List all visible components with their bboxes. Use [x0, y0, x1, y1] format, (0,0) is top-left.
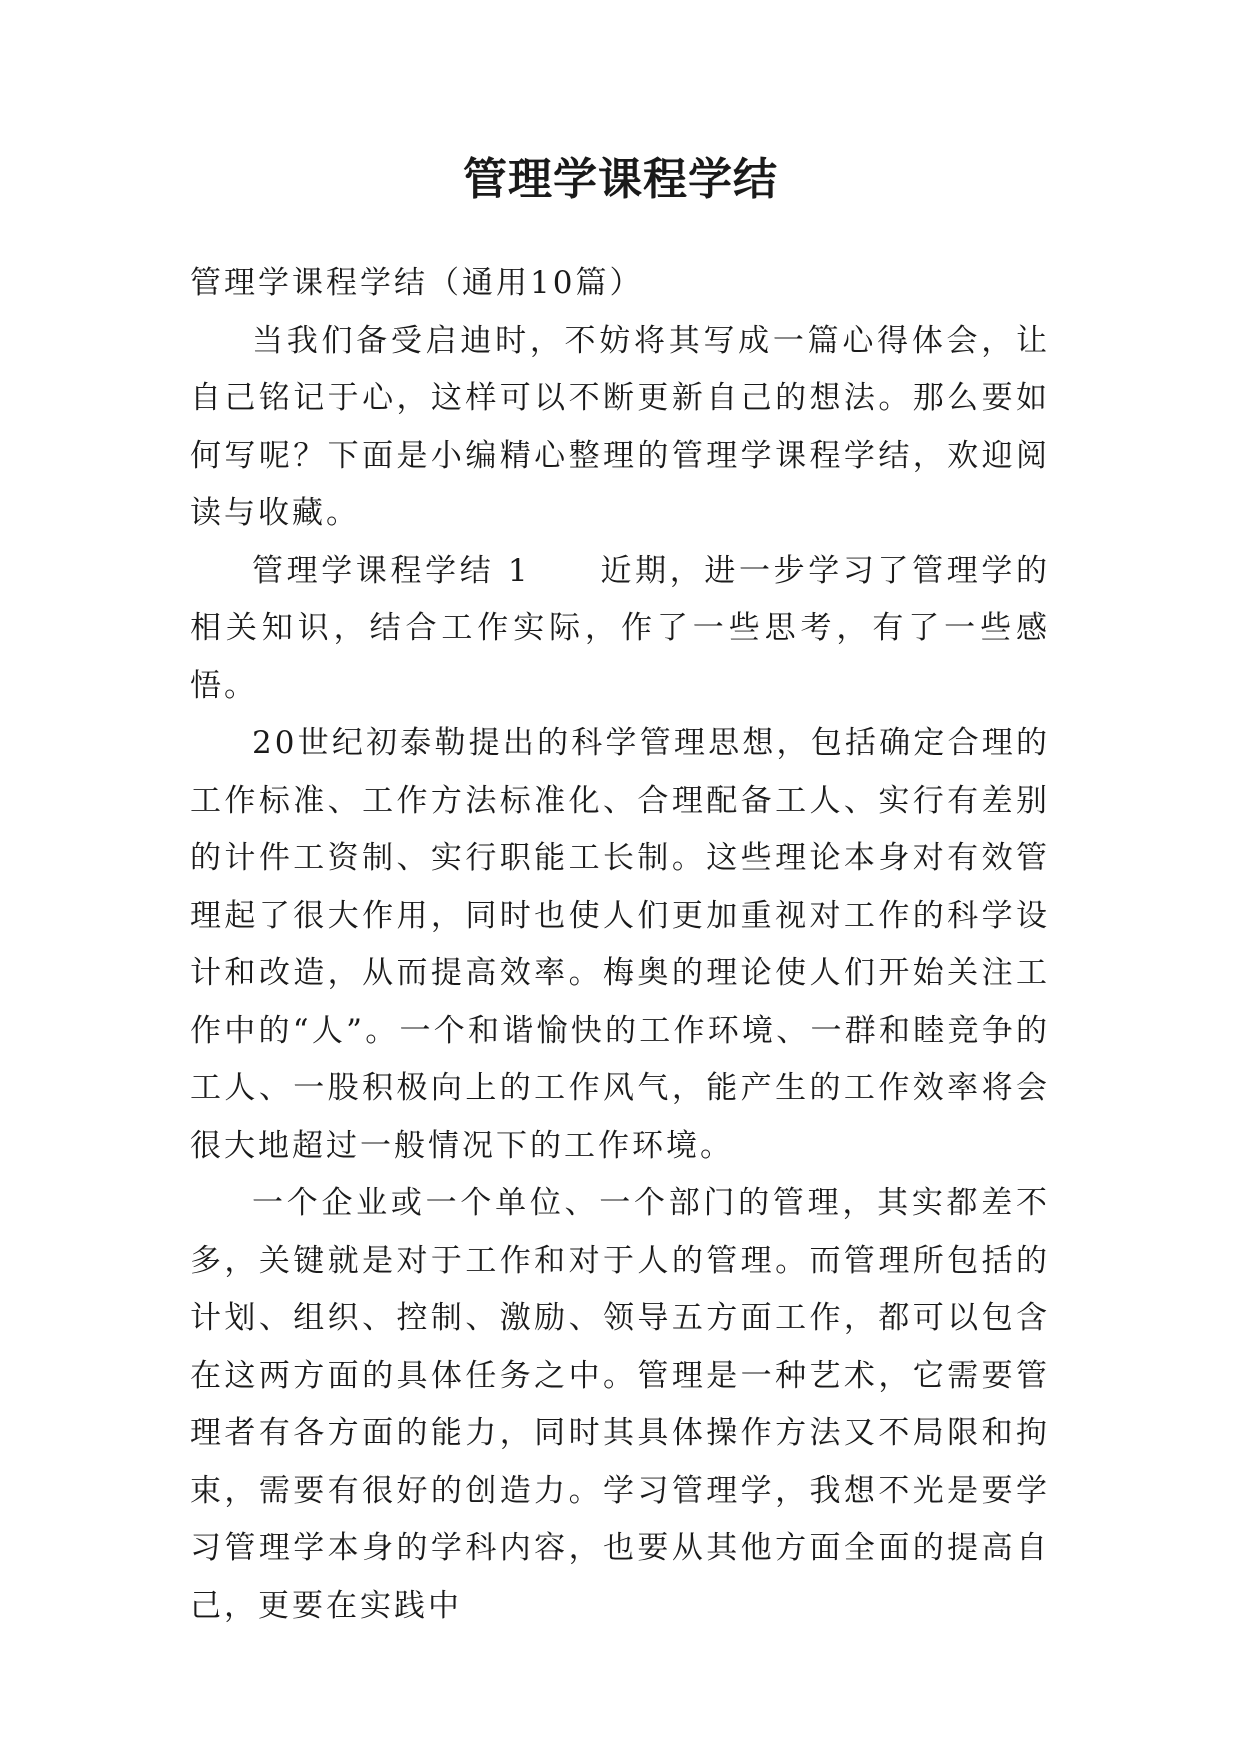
paragraph-intro: 当我们备受启迪时，不妨将其写成一篇心得体会，让自己铭记于心，这样可以不断更新自己的想法。那么要如何写呢？下面是小编精心整理的管理学课程学结，欢迎阅读与收藏。 [190, 322, 1050, 531]
paragraph-scientific-management: 20世纪初泰勒提出的科学管理思想，包括确定合理的工作标准、工作方法标准化、合理配备工人、实行有差别的计件工资制、实行职能工长制。这些理论本身对有效管理起了很大作用，同时也使人们更加重视对工作的科学设计和改造，从而提高效率。梅奥的理论使人们开始关注工作中的“人”。一个和谐愉快的工作环境、一群和睦竞争的工人、一股积极向上的工作风气，能产生的工作效率将会很大地超过一般情况下的工作环境。 [190, 725, 1050, 1164]
document-subtitle: 管理学课程学结（通用10篇） [190, 265, 644, 301]
paragraph-section-1-heading: 管理学课程学结 1 近期，进一步学习了管理学的相关知识，结合工作实际，作了一些思考，有了一些感悟。 [190, 552, 1050, 704]
paragraph-management-practice: 一个企业或一个单位、一个部门的管理，其实都差不多，关键就是对于工作和对于人的管理。而管理所包括的计划、组织、控制、激励、领导五方面工作，都可以包含在这两方面的具体任务之中。管理是一种艺术，它需要管理者有各方面的能力，同时其具体操作方法又不局限和拘束，需要有很好的创造力。学习管理学，我想不光是要学习管理学本身的学科内容，也要从其他方面全面的提高自己，更要在实践中 [190, 1185, 1050, 1624]
document-body [190, 255, 1050, 1635]
page-title: 管理学课程学结 [463, 154, 778, 205]
